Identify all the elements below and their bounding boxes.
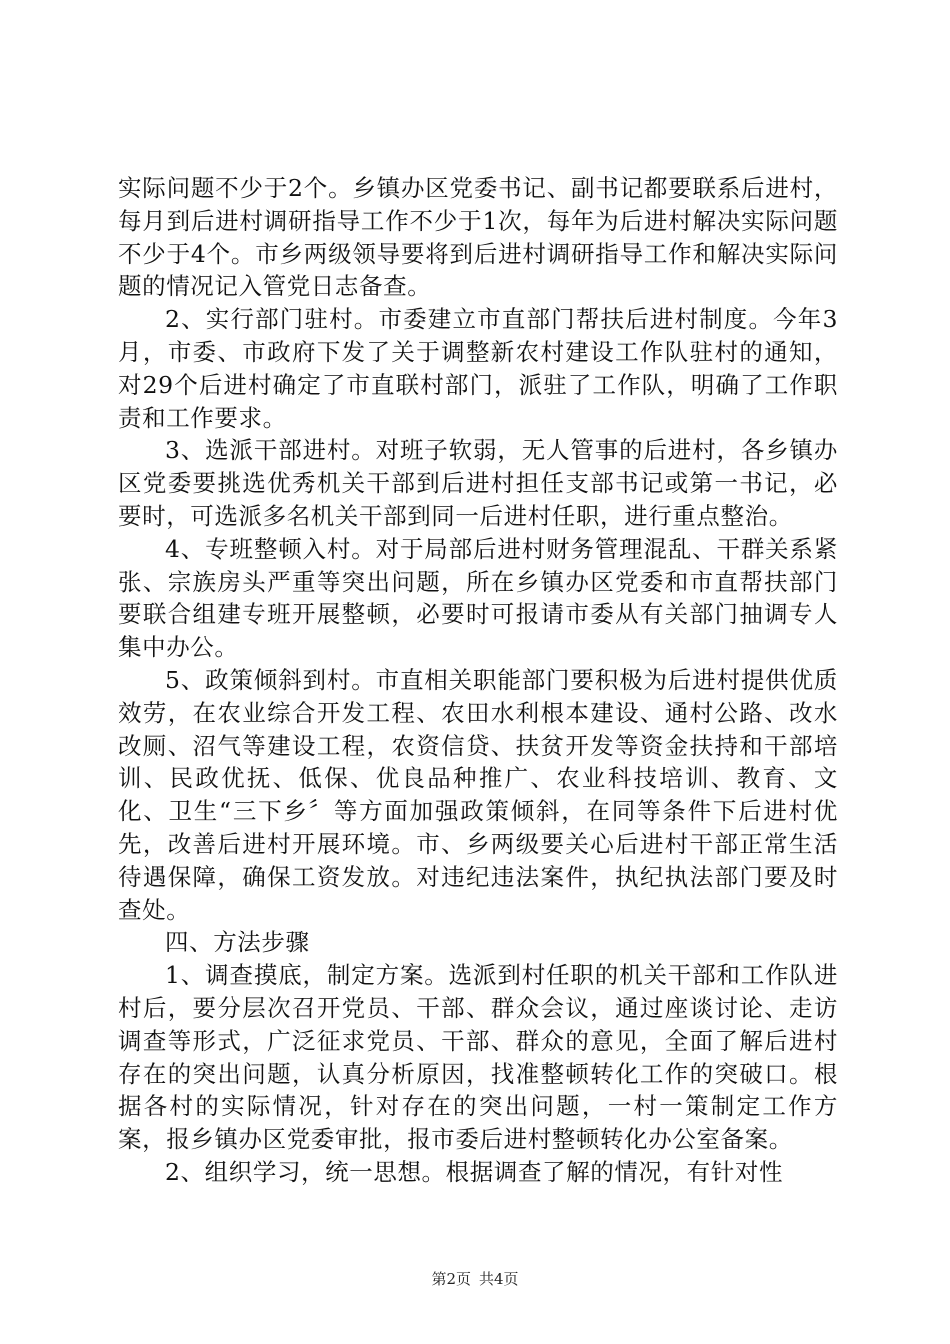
paragraph-4: 4、专班整顿入村。对于局部后进村财务管理混乱、干群关系紧张、宗族房头严重等突出问题，所在乡镇办区党委和市直帮扶部门要联合组建专班开展整顿，必要时可报请市委从有关部门抽调专人集中办公。 [118,534,838,662]
paragraph-5: 5、政策倾斜到村。市直相关职能部门要积极为后进村提供优质效劳，在农业综合开发工程、农田水利根本建设、通村公路、改水改厕、沼气等建设工程，农资信贷、扶贫开发等资金扶持和干部培训、民政优抚、低保、优良品种推广、农业科技培训、教育、文化、卫生“三下乡〞等方面加强政策倾斜，在同等条件下后进村优先，改善后进村开展环境。市、乡两级要关心后进村干部正常生活待遇保障，确保工资发放。对违纪违法案件，执纪执法部门要及时查处。 [118,665,838,924]
page-footer [0,1268,950,1289]
paragraph-7: 2、组织学习，统一思想。根据调查了解的情况，有针对性 [165,1157,784,1186]
page-number: 第2页 [431,1270,471,1288]
paragraph-3: 3、选派干部进村。对班子软弱，无人管事的后进村，各乡镇办区党委要挑选优秀机关干部到后进村担任支部书记或第一书记，必要时，可选派多名机关干部到同一后进村任职，进行重点整治。 [118,436,838,530]
paragraph-1: 实际问题不少于2个。乡镇办区党委书记、副书记都要联系后进村，每月到后进村调研指导工作不少于1次，每年为后进村解决实际问题不少于4个。市乡两级领导要将到后进村调研指导工作和解决实际问题的情况记入管党日志备查。 [118,174,838,301]
document-body [118,172,838,1189]
total-pages: 共4页 [479,1270,519,1288]
paragraph-2: 2、实行部门驻村。市委建立市直部门帮扶后进村制度。今年3月，市委、市政府下发了关于调整新农村建设工作队驻村的通知，对29个后进村确定了市直联村部门，派驻了工作队，明确了工作职责和工作要求。 [118,305,838,432]
paragraph-6: 1、调查摸底，制定方案。选派到村任职的机关干部和工作队进村后，要分层次召开党员、干部、群众会议，通过座谈讨论、走访调查等形式，广泛征求党员、干部、群众的意见，全面了解后进村存在的突出问题，认真分析原因，找准整顿转化工作的突破口。根据各村的实际情况，针对存在的突出问题，一村一策制定工作方案，报乡镇办区党委审批，报市委后进村整顿转化办公室备案。 [118,961,838,1154]
section-heading: 四、方法步骤 [165,928,310,957]
